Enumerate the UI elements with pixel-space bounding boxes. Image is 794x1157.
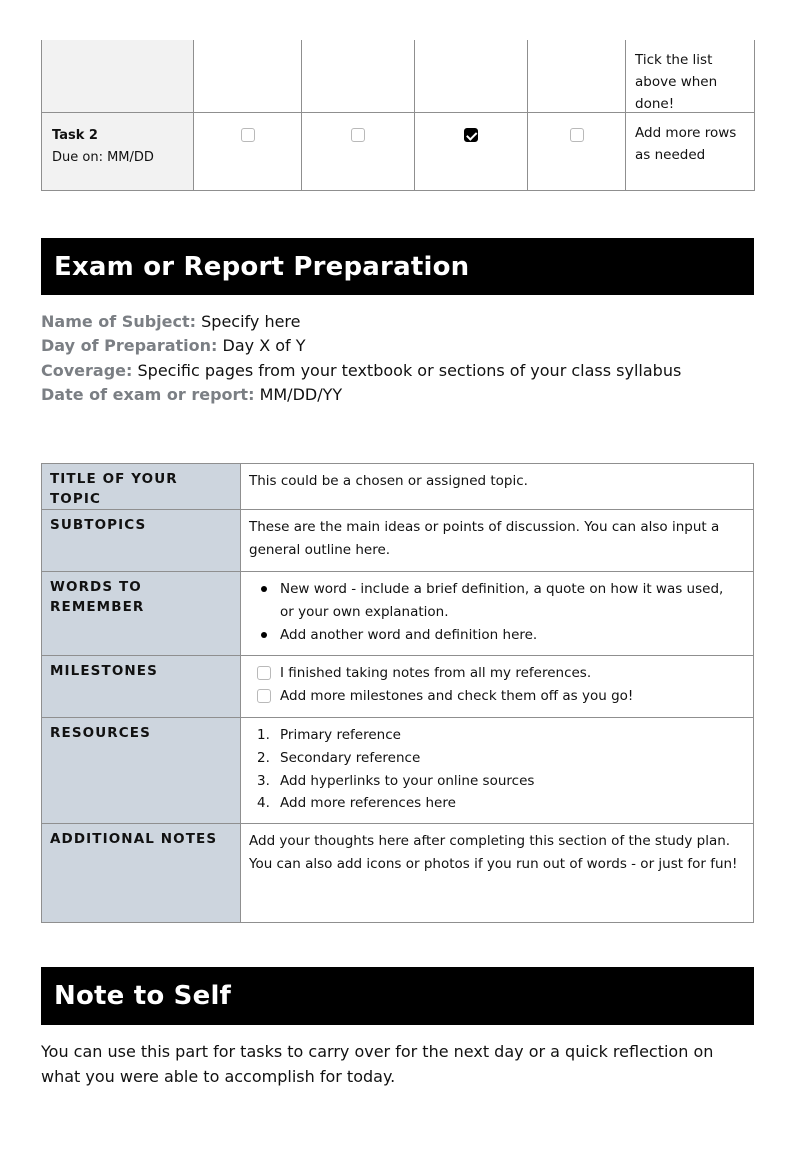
info-line-day — [41, 334, 761, 358]
list-item: 2. Secondary reference — [249, 747, 741, 770]
info-value[interactable]: Specific pages from your textbook or sections of your class syllabus — [137, 360, 682, 380]
row-header: WORDS TO REMEMBER — [42, 572, 241, 656]
empty-cell — [302, 40, 415, 113]
row-header: MILESTONES — [42, 656, 241, 718]
note-cell — [626, 113, 755, 191]
resources-cell — [241, 718, 754, 824]
task-checkbox[interactable] — [241, 128, 255, 142]
milestone-label: Add more milestones and check them off as you go! — [280, 687, 634, 704]
task-name-cell — [42, 40, 194, 113]
row-header: ADDITIONAL NOTES — [42, 824, 241, 923]
topic-title-cell[interactable]: This could be a chosen or assigned topic. — [241, 464, 754, 510]
info-line-coverage — [41, 359, 761, 383]
milestone-checkbox[interactable] — [257, 689, 271, 703]
list-item: 3. Add hyperlinks to your online sources — [249, 770, 741, 793]
task-checkbox[interactable] — [464, 128, 478, 142]
task-due-date: Due on: MM/DD — [52, 150, 154, 165]
resource-label[interactable]: Primary reference — [280, 727, 401, 743]
list-item[interactable]: Add another word and definition here. — [249, 624, 741, 647]
note-to-self-text[interactable]: You can use this part for tasks to carry over for the next day or a quick reflection on what you were able to accomplish for today. — [41, 1042, 714, 1086]
row-header: SUBTOPICS — [42, 510, 241, 572]
section-title: Note to Self — [54, 981, 232, 1011]
milestone-label: I finished taking notes from all my references. — [280, 665, 592, 681]
milestones-list — [249, 662, 741, 708]
table-row — [42, 113, 755, 191]
task-note: Add more rows as needed — [635, 125, 737, 163]
info-value[interactable]: Day X of Y — [222, 336, 306, 356]
table-row — [42, 824, 754, 923]
list-item: 4. Add more references here — [249, 792, 741, 815]
row-header: TITLE OF YOUR TOPIC — [42, 464, 241, 510]
info-line-subject — [41, 310, 761, 334]
info-label: Coverage: — [41, 360, 133, 380]
empty-cell — [528, 40, 626, 113]
table-row — [42, 656, 754, 718]
notes-cell[interactable]: Add your thoughts here after completing this section of the study plan. You can also add icons or photos if you run out of words - or just for fun! — [241, 824, 754, 923]
info-value[interactable]: Specify here — [201, 312, 301, 331]
empty-cell — [194, 40, 302, 113]
table-row — [42, 40, 755, 113]
empty-cell — [415, 40, 528, 113]
info-label: Day of Preparation: — [41, 336, 218, 356]
table-row — [42, 572, 754, 656]
info-line-date — [41, 383, 761, 407]
table-row — [42, 464, 754, 510]
table-row — [42, 718, 754, 824]
task-checkbox[interactable] — [570, 128, 584, 142]
section-header-note — [41, 967, 754, 1025]
info-label: Name of Subject: — [41, 312, 197, 331]
task-checkbox[interactable] — [351, 128, 365, 142]
milestone-checkbox[interactable] — [257, 666, 271, 680]
exam-info — [41, 310, 761, 407]
words-cell — [241, 572, 754, 656]
info-label: Date of exam or report: — [41, 384, 255, 404]
resource-label[interactable]: Add hyperlinks to your online sources — [280, 772, 535, 789]
tick-note: Tick the list above when done! — [635, 52, 718, 112]
resource-label[interactable]: Secondary reference — [280, 749, 421, 766]
resources-list — [249, 724, 741, 815]
task-name: Task 2 — [52, 128, 98, 143]
list-item: 1. Primary reference — [249, 724, 741, 747]
row-header: RESOURCES — [42, 718, 241, 824]
section-title: Exam or Report Preparation — [54, 251, 470, 282]
task-name-cell — [42, 113, 194, 191]
resource-label[interactable]: Add more references here — [280, 795, 456, 812]
list-item — [249, 685, 741, 708]
milestones-cell — [241, 656, 754, 718]
words-list — [249, 578, 741, 646]
section-header-exam — [41, 238, 754, 295]
study-plan-table — [41, 463, 754, 923]
list-item[interactable]: New word - include a brief definition, a quote on how it was used, or your own explanation. — [249, 578, 741, 624]
task-table — [41, 40, 755, 191]
table-row — [42, 510, 754, 572]
subtopics-cell[interactable]: These are the main ideas or points of discussion. You can also input a general outline here. — [241, 510, 754, 572]
info-value[interactable]: MM/DD/YY — [259, 384, 343, 404]
list-item — [249, 662, 741, 685]
note-cell — [626, 40, 755, 113]
